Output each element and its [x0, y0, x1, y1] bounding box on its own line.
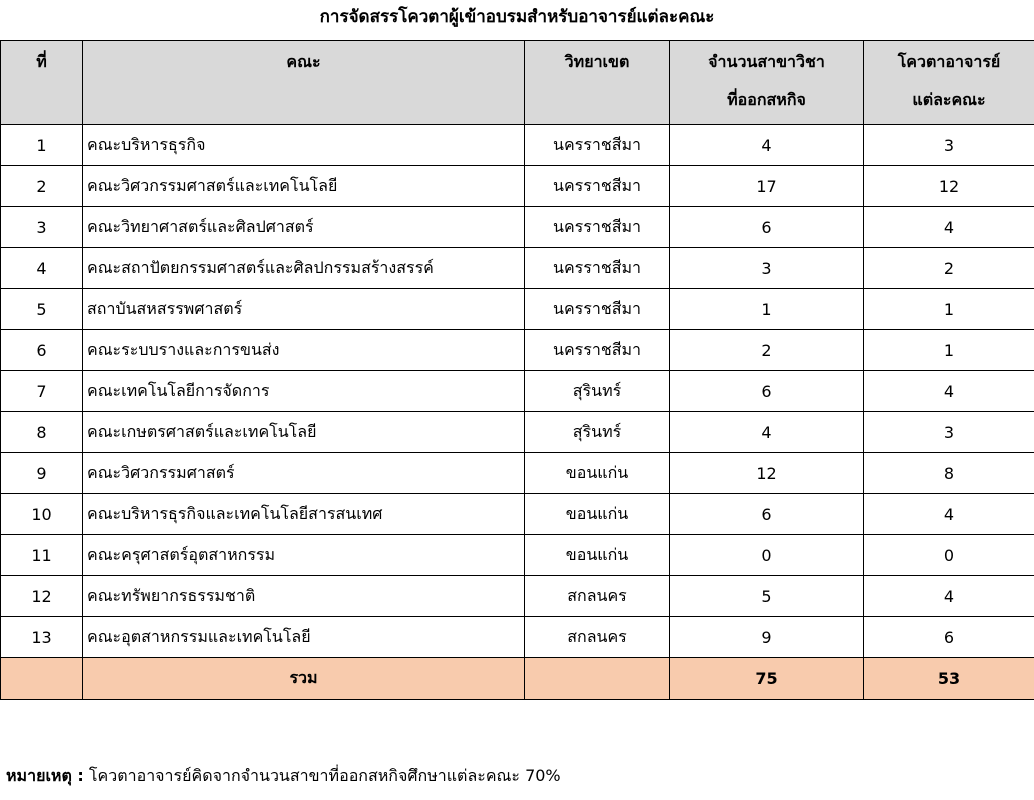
row-quota: 4 — [864, 371, 1034, 412]
row-no: 1 — [1, 125, 83, 166]
row-no: 4 — [1, 248, 83, 289]
total-no-empty — [1, 658, 83, 700]
total-label: รวม — [83, 658, 525, 700]
row-branches: 1 — [670, 289, 864, 330]
row-no: 10 — [1, 494, 83, 535]
footnote-label: หมายเหตุ : — [6, 766, 84, 785]
table-row — [1, 371, 1034, 412]
row-branches: 12 — [670, 453, 864, 494]
row-faculty: คณะระบบรางและการขนส่ง — [83, 330, 525, 371]
header-faculty: คณะ — [83, 41, 525, 125]
row-no: 3 — [1, 207, 83, 248]
table-row — [1, 166, 1034, 207]
row-quota: 1 — [864, 330, 1034, 371]
table-row — [1, 207, 1034, 248]
table-row — [1, 289, 1034, 330]
row-campus: นครราชสีมา — [525, 166, 670, 207]
row-branches: 3 — [670, 248, 864, 289]
row-quota: 3 — [864, 125, 1034, 166]
row-quota: 3 — [864, 412, 1034, 453]
row-no: 12 — [1, 576, 83, 617]
row-quota: 12 — [864, 166, 1034, 207]
row-campus: สกลนคร — [525, 576, 670, 617]
row-campus: นครราชสีมา — [525, 125, 670, 166]
row-faculty: คณะวิศวกรรมศาสตร์และเทคโนโลยี — [83, 166, 525, 207]
row-quota: 8 — [864, 453, 1034, 494]
row-quota: 2 — [864, 248, 1034, 289]
row-faculty: คณะทรัพยากรธรรมชาติ — [83, 576, 525, 617]
table-row — [1, 453, 1034, 494]
row-no: 7 — [1, 371, 83, 412]
table-row — [1, 125, 1034, 166]
row-campus: นครราชสีมา — [525, 289, 670, 330]
row-branches: 5 — [670, 576, 864, 617]
document-title: การจัดสรรโควตาผู้เข้าอบรมสำหรับอาจารย์แต่ละคณะ — [319, 7, 715, 27]
total-row — [1, 658, 1034, 700]
row-campus: นครราชสีมา — [525, 330, 670, 371]
table-row — [1, 576, 1034, 617]
row-campus: ขอนแก่น — [525, 494, 670, 535]
row-faculty: คณะเทคโนโลยีการจัดการ — [83, 371, 525, 412]
footnote — [6, 764, 561, 788]
row-branches: 4 — [670, 125, 864, 166]
row-branches: 17 — [670, 166, 864, 207]
row-branches: 6 — [670, 371, 864, 412]
header-no: ที่ — [1, 41, 83, 125]
header-branches-line1: จำนวนสาขาวิชา — [708, 52, 825, 71]
row-campus: ขอนแก่น — [525, 535, 670, 576]
header-quota — [864, 41, 1034, 125]
row-no: 9 — [1, 453, 83, 494]
row-campus: สุรินทร์ — [525, 371, 670, 412]
header-branches — [670, 41, 864, 125]
row-quota: 4 — [864, 576, 1034, 617]
row-faculty: คณะเกษตรศาสตร์และเทคโนโลยี — [83, 412, 525, 453]
header-branches-line2: ที่ออกสหกิจ — [727, 90, 806, 109]
row-no: 5 — [1, 289, 83, 330]
row-branches: 0 — [670, 535, 864, 576]
table-row — [1, 494, 1034, 535]
row-faculty: คณะบริหารธุรกิจ — [83, 125, 525, 166]
header-campus: วิทยาเขต — [525, 41, 670, 125]
row-faculty: สถาบันสหสรรพศาสตร์ — [83, 289, 525, 330]
row-faculty: คณะสถาปัตยกรรมศาสตร์และศิลปกรรมสร้างสรรค์ — [83, 248, 525, 289]
row-branches: 2 — [670, 330, 864, 371]
row-campus: นครราชสีมา — [525, 207, 670, 248]
header-row — [1, 41, 1034, 125]
row-no: 6 — [1, 330, 83, 371]
row-branches: 6 — [670, 494, 864, 535]
row-faculty: คณะวิศวกรรมศาสตร์ — [83, 453, 525, 494]
header-quota-line2: แต่ละคณะ — [912, 90, 986, 109]
row-quota: 1 — [864, 289, 1034, 330]
row-quota: 0 — [864, 535, 1034, 576]
row-campus: สุรินทร์ — [525, 412, 670, 453]
header-quota-line1: โควตาอาจารย์ — [897, 52, 1001, 71]
row-campus: สกลนคร — [525, 617, 670, 658]
total-quota: 53 — [864, 658, 1034, 700]
row-no: 11 — [1, 535, 83, 576]
row-faculty: คณะวิทยาศาสตร์และศิลปศาสตร์ — [83, 207, 525, 248]
quota-table — [0, 40, 1034, 700]
table-row — [1, 412, 1034, 453]
row-quota: 4 — [864, 207, 1034, 248]
row-campus: นครราชสีมา — [525, 248, 670, 289]
row-branches: 4 — [670, 412, 864, 453]
row-faculty: คณะอุตสาหกรรมและเทคโนโลยี — [83, 617, 525, 658]
row-no: 8 — [1, 412, 83, 453]
row-no: 2 — [1, 166, 83, 207]
row-faculty: คณะครุศาสตร์อุตสาหกรรม — [83, 535, 525, 576]
row-branches: 9 — [670, 617, 864, 658]
row-quota: 4 — [864, 494, 1034, 535]
row-no: 13 — [1, 617, 83, 658]
total-branches: 75 — [670, 658, 864, 700]
row-faculty: คณะบริหารธุรกิจและเทคโนโลยีสารสนเทศ — [83, 494, 525, 535]
table-row — [1, 330, 1034, 371]
total-campus-empty — [525, 658, 670, 700]
row-campus: ขอนแก่น — [525, 453, 670, 494]
footnote-text: โควตาอาจารย์คิดจากจำนวนสาขาที่ออกสหกิจศึกษาแต่ละคณะ 70% — [88, 766, 561, 785]
table-row — [1, 248, 1034, 289]
table-row — [1, 617, 1034, 658]
row-quota: 6 — [864, 617, 1034, 658]
row-branches: 6 — [670, 207, 864, 248]
table-row — [1, 535, 1034, 576]
